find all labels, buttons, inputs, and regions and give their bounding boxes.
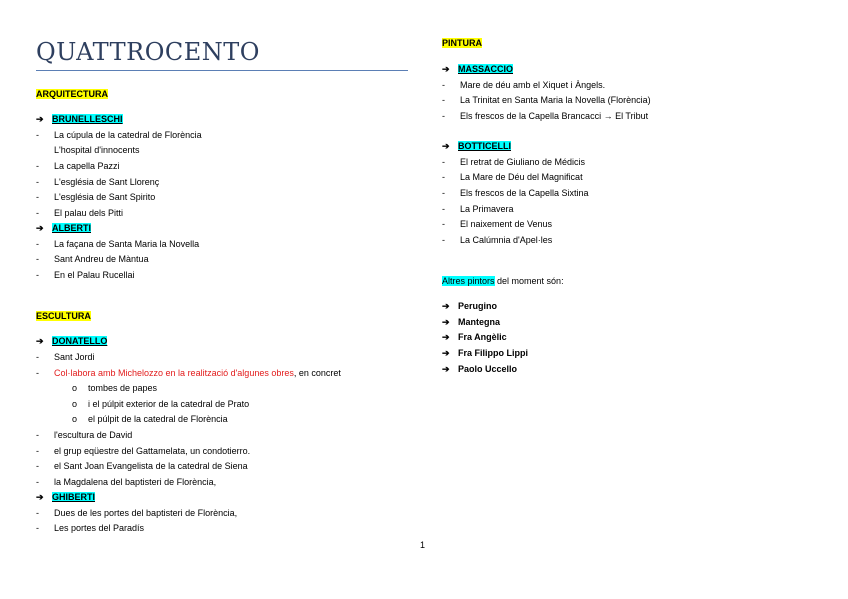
- arrow-icon: ➔: [36, 114, 44, 124]
- list-item: Les portes del Paradís: [54, 523, 145, 533]
- bullet-icon: o: [72, 414, 78, 424]
- painter-item: Perugino: [458, 301, 498, 311]
- list-item: La Primavera: [460, 204, 514, 214]
- painter-item: Mantegna: [458, 317, 501, 327]
- dash-icon: -: [442, 95, 445, 105]
- botticelli-heading: BOTTICELLI: [458, 141, 511, 151]
- arquitectura-heading: ARQUITECTURA: [36, 89, 108, 99]
- sub-list-item: tombes de papes: [88, 383, 158, 393]
- list-item: La Trinitat en Santa Maria la Novella (Florència): [460, 95, 651, 105]
- painter-item: Fra Angèlic: [458, 332, 507, 342]
- altres-highlight: Altres pintors: [442, 276, 495, 286]
- painter-item: Paolo Uccello: [458, 364, 518, 374]
- list-item: Els frescos de la Capella Brancacci → El Tribut: [460, 111, 649, 121]
- ghiberti-heading: GHIBERTI: [52, 492, 96, 502]
- pintura-heading: PINTURA: [442, 38, 482, 48]
- list-item: Sant Andreu de Màntua: [54, 254, 149, 264]
- dash-icon: -: [36, 270, 39, 280]
- list-item: L'església de Sant Spirito: [54, 192, 156, 202]
- arrow-icon: ➔: [442, 332, 450, 342]
- dash-icon: -: [36, 254, 39, 264]
- list-item: La capella Pazzi: [54, 161, 120, 171]
- dash-icon: -: [36, 430, 39, 440]
- alberti-heading: ALBERTI: [52, 223, 91, 233]
- page-number: 1: [420, 540, 426, 550]
- sub-list-item: i el púlpit exterior de la catedral de Prato: [88, 399, 250, 409]
- dash-icon: -: [36, 368, 39, 378]
- list-item: Dues de les portes del baptisteri de Florència,: [54, 508, 238, 518]
- arrow-icon: ➔: [442, 317, 450, 327]
- dash-icon: -: [442, 172, 445, 182]
- list-item: El palau dels Pitti: [54, 208, 124, 218]
- list-item: La cúpula de la catedral de Florència: [54, 130, 202, 140]
- brunelleschi-heading: BRUNELLESCHI: [52, 114, 123, 124]
- massaccio-heading: MASSACCIO: [458, 64, 514, 74]
- title-rule: [36, 70, 408, 71]
- dash-icon: -: [36, 239, 39, 249]
- dash-icon: -: [442, 80, 445, 90]
- dash-icon: -: [442, 188, 445, 198]
- list-item: Sant Jordi: [54, 352, 95, 362]
- dash-icon: -: [442, 204, 445, 214]
- collabora-rest: , en concret: [293, 368, 341, 378]
- list-item: l'escultura de David: [54, 430, 133, 440]
- dash-icon: -: [36, 192, 39, 202]
- arrow-icon: ➔: [36, 336, 44, 346]
- list-item: la Magdalena del baptisteri de Florència,: [54, 477, 217, 487]
- dash-icon: -: [36, 461, 39, 471]
- list-item: L'hospital d'innocents: [54, 145, 140, 155]
- list-item: El naixement de Venus: [460, 219, 553, 229]
- collabora-text: Col·labora amb Michelozzo en la realització d'algunes obres: [54, 368, 294, 378]
- list-item: La façana de Santa Maria la Novella: [54, 239, 200, 249]
- dash-icon: -: [36, 523, 39, 533]
- painter-item: Fra Filippo Lippi: [458, 348, 528, 358]
- dash-icon: -: [36, 352, 39, 362]
- dash-icon: -: [442, 235, 445, 245]
- list-item: El retrat de Giuliano de Médicis: [460, 157, 586, 167]
- list-item: Mare de déu amb el Xiquet i Àngels.: [460, 80, 606, 90]
- dash-icon: -: [36, 446, 39, 456]
- dash-icon: -: [36, 477, 39, 487]
- arrow-icon: ➔: [442, 301, 450, 311]
- escultura-heading: ESCULTURA: [36, 311, 91, 321]
- list-item: En el Palau Rucellai: [54, 270, 135, 280]
- dash-icon: -: [442, 157, 445, 167]
- list-item: La Mare de Déu del Magnificat: [460, 172, 583, 182]
- list-item: el Sant Joan Evangelista de la catedral de Siena: [54, 461, 248, 471]
- list-item: el grup eqüestre del Gattamelata, un condotierro.: [54, 446, 251, 456]
- arrow-icon: ➔: [442, 348, 450, 358]
- altres-rest: del moment són:: [494, 276, 564, 286]
- list-item: Els frescos de la Capella Sixtina: [460, 188, 589, 198]
- dash-icon: -: [36, 130, 39, 140]
- arrow-icon: ➔: [442, 141, 450, 151]
- donatello-heading: DONATELLO: [52, 336, 108, 346]
- dash-icon: -: [442, 219, 445, 229]
- list-item: La Calúmnia d'Apel·les: [460, 235, 553, 245]
- sub-list-item: el púlpit de la catedral de Florència: [88, 414, 228, 424]
- arrow-icon: ➔: [442, 364, 450, 374]
- dash-icon: -: [36, 508, 39, 518]
- bullet-icon: o: [72, 399, 78, 409]
- bullet-icon: o: [72, 383, 78, 393]
- list-item: L'església de Sant Llorenç: [54, 177, 160, 187]
- arrow-icon: ➔: [442, 64, 450, 74]
- page-title: QUATTROCENTO: [36, 38, 260, 66]
- arrow-icon: ➔: [36, 492, 44, 502]
- dash-icon: -: [36, 161, 39, 171]
- dash-icon: -: [36, 177, 39, 187]
- dash-icon: -: [36, 208, 39, 218]
- arrow-icon: ➔: [36, 223, 44, 233]
- dash-icon: -: [442, 111, 445, 121]
